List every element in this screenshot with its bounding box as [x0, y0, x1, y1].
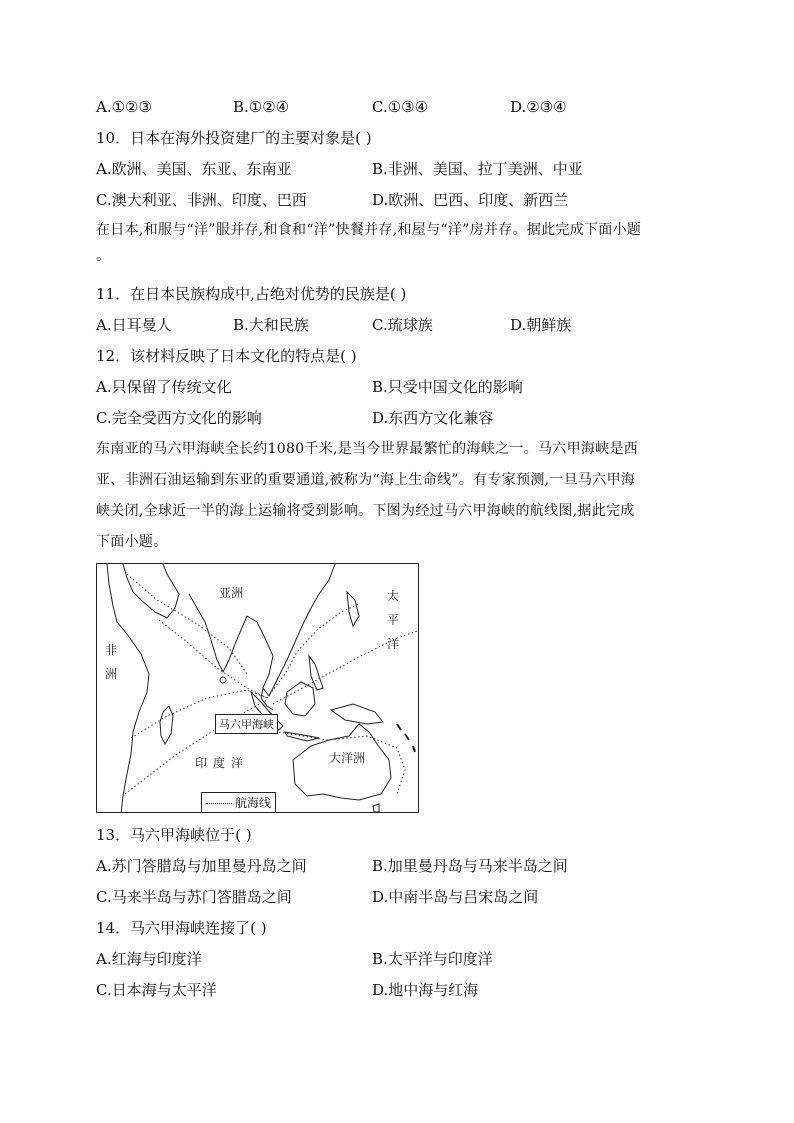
q13-option-c[interactable]: C.马来半岛与苏门答腊岛之间 — [96, 888, 292, 906]
japan-outline — [347, 592, 359, 626]
label-asia: 亚洲 — [219, 586, 244, 600]
new-guinea-outline — [331, 704, 383, 724]
q9-option-c[interactable]: C.①③④ — [372, 98, 429, 116]
q11-option-c[interactable]: C.琉球族 — [372, 316, 433, 334]
q12-option-d[interactable]: D.东西方文化兼容 — [372, 409, 494, 427]
q10-option-c[interactable]: C.澳大利亚、非洲、印度、巴西 — [96, 191, 307, 209]
q9-option-a[interactable]: A.①②③ — [96, 98, 152, 116]
q10-option-d[interactable]: D.欧洲、巴西、印度、新西兰 — [372, 191, 569, 209]
q9-option-d[interactable]: D.②③④ — [510, 98, 567, 116]
q14-option-b[interactable]: B.太平洋与印度洋 — [372, 950, 493, 968]
route-malacca-japan — [267, 604, 359, 698]
q9-option-b[interactable]: B.①②④ — [233, 98, 290, 116]
legend-label: 航海线 — [235, 796, 272, 810]
route-mideast-malacca — [159, 620, 267, 698]
q10-stem: 10．日本在海外投资建厂的主要对象是( ) — [96, 129, 372, 147]
pacific-islands — [397, 724, 415, 752]
q14-option-a[interactable]: A.红海与印度洋 — [96, 950, 202, 968]
map-legend — [201, 792, 276, 813]
east-asia-coast — [247, 564, 335, 696]
tasmania-outline — [373, 804, 379, 812]
label-pacific: 太平洋 — [387, 589, 400, 651]
material-japan-culture — [96, 215, 700, 266]
material-malacca — [96, 434, 700, 558]
q11-option-d[interactable]: D.朝鲜族 — [510, 316, 572, 334]
q13-stem: 13．马六甲海峡位于( ) — [96, 826, 252, 844]
label-malacca-strait: 马六甲海峡 — [215, 714, 278, 734]
label-africa: 非洲 — [105, 643, 118, 681]
sri-lanka-outline — [220, 677, 226, 683]
material-japan-line-2: 。 — [96, 248, 111, 264]
borneo-outline — [285, 682, 315, 716]
q12-option-b[interactable]: B.只受中国文化的影响 — [372, 378, 523, 396]
q14-option-d[interactable]: D.地中海与红海 — [372, 981, 479, 999]
q13-option-a[interactable]: A.苏门答腊岛与加里曼丹岛之间 — [96, 857, 307, 875]
legend-dotted-line-icon — [206, 803, 232, 804]
india-outline — [189, 594, 247, 672]
q11-option-a[interactable]: A.日耳曼人 — [96, 316, 172, 334]
material-japan-line-1: 在日本,和服与“洋”服并存,和食和“洋”快餐并存,和屋与“洋”房并存。据此完成下面小题 — [96, 222, 642, 238]
map-drawing — [97, 564, 419, 813]
material-malacca-line-1: 东南亚的马六甲海峡全长约1080千米,是当今世界最繁忙的海峡之一。马六甲海峡是西 — [96, 441, 639, 457]
q14-option-c[interactable]: C.日本海与太平洋 — [96, 981, 217, 999]
q12-option-a[interactable]: A.只保留了传统文化 — [96, 378, 232, 396]
material-malacca-line-2: 亚、非洲石油运输到东亚的重要通道,被称为“海上生命线”。有专家预测,一旦马六甲海 — [96, 472, 636, 488]
material-malacca-line-3: 峡关闭,全球近一半的海上运输将受到影响。下图为经过马六甲海峡的航线图,据此完成 — [96, 503, 635, 519]
philippines-outline — [309, 656, 323, 690]
label-oceania: 大洋洲 — [329, 751, 366, 765]
q10-option-a[interactable]: A.欧洲、美国、东亚、东南亚 — [96, 160, 292, 178]
java-outline — [285, 732, 319, 741]
label-indian-ocean: 印度洋 — [195, 756, 250, 770]
arabia-coast — [141, 564, 179, 618]
q13-option-d[interactable]: D.中南半岛与吕宋岛之间 — [372, 888, 539, 906]
material-malacca-line-4: 下面小题。 — [96, 534, 168, 550]
red-sea-coast — [123, 564, 141, 600]
q14-stem: 14．马六甲海峡连接了( ) — [96, 919, 267, 937]
madagascar-outline — [160, 706, 173, 744]
q10-option-b[interactable]: B.非洲、美国、拉丁美洲、中亚 — [372, 160, 583, 178]
q12-option-c[interactable]: C.完全受西方文化的影响 — [96, 409, 262, 427]
shipping-route-map — [96, 563, 419, 813]
q11-stem: 11．在日本民族构成中,占绝对优势的民族是( ) — [96, 285, 407, 303]
q11-option-b[interactable]: B.大和民族 — [233, 316, 309, 334]
q12-stem: 12．该材料反映了日本文化的特点是( ) — [96, 347, 357, 365]
q13-option-b[interactable]: B.加里曼丹岛与马来半岛之间 — [372, 857, 568, 875]
